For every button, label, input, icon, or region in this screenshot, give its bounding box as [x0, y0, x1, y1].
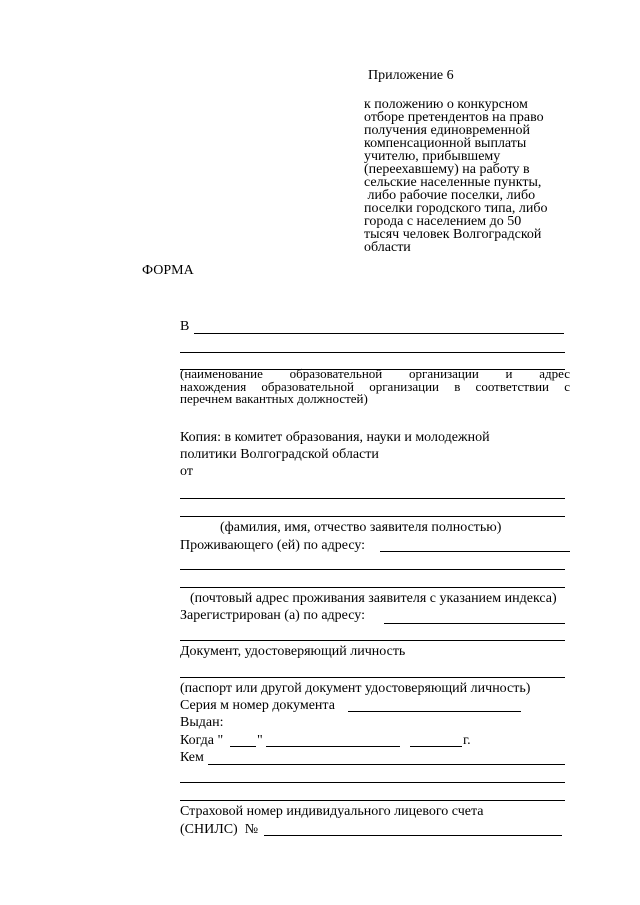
- appendix-line: либо рабочие поселки, либо: [364, 188, 536, 203]
- appendix-line: получения единовременной: [364, 123, 530, 138]
- by-whom-label: Кем: [180, 750, 204, 765]
- snils-line-2: (СНИЛС) №: [180, 822, 259, 837]
- copy-line-2: политики Волгоградской области: [180, 447, 379, 462]
- appendix-line: тысяч человек Волгоградской: [364, 227, 542, 242]
- issued-label: Выдан:: [180, 715, 224, 730]
- when-day-line[interactable]: [230, 746, 256, 747]
- appendix-line: к положению о конкурсном: [364, 97, 528, 112]
- postal-hint: (почтовый адрес проживания заявителя с указанием индекса): [190, 591, 557, 606]
- appendix-line: (переехавшему) на работу в: [364, 162, 530, 177]
- appendix-line: учителю, прибывшему: [364, 149, 501, 164]
- recipient-description-line: перечнем вакантных должностей): [180, 391, 368, 406]
- id-document-label: Документ, удостоверяющий личность: [180, 644, 406, 659]
- by-whom-line-2[interactable]: [180, 782, 565, 783]
- passport-hint: (паспорт или другой документ удостоверяющий личность): [180, 681, 531, 696]
- series-line[interactable]: [348, 711, 521, 712]
- snils-line-1: Страховой номер индивидуального лицевого счета: [180, 804, 484, 819]
- copy-line-1: Копия: в комитет образования, науки и молодежной: [180, 430, 490, 445]
- series-label: Серия м номер документа: [180, 698, 335, 713]
- form-label: ФОРМА: [142, 263, 194, 278]
- registered-line-2[interactable]: [180, 640, 565, 641]
- residence-line-1[interactable]: [380, 551, 570, 552]
- recipient-description: [180, 368, 570, 406]
- when-label: Когда ": [180, 733, 224, 748]
- residence-line-3[interactable]: [180, 587, 565, 588]
- snils-number-line[interactable]: [264, 835, 562, 836]
- appendix-line: города с населением до 50: [364, 214, 522, 229]
- by-whom-line-3[interactable]: [180, 800, 565, 801]
- registered-label: Зарегистрирован (а) по адресу:: [180, 608, 365, 623]
- appendix-title: Приложение 6: [368, 68, 454, 83]
- when-quote-close: ": [257, 733, 263, 748]
- applicant-line-1[interactable]: [180, 498, 565, 499]
- by-whom-line-1[interactable]: [208, 764, 565, 765]
- recipient-prefix: В: [180, 319, 190, 334]
- appendix-line: сельские населенные пункты,: [364, 175, 542, 190]
- recipient-line-1[interactable]: [194, 333, 564, 334]
- recipient-description-line: (наименование образовательной организации и адрес: [180, 366, 570, 381]
- appendix-text: [364, 98, 574, 254]
- applicant-line-2[interactable]: [180, 516, 565, 517]
- appendix-line: области: [364, 240, 411, 255]
- when-year-line[interactable]: [410, 746, 462, 747]
- residence-label: Проживающего (ей) по адресу:: [180, 538, 366, 553]
- from-label: от: [180, 464, 193, 479]
- appendix-line: поселки городского типа, либо: [364, 201, 548, 216]
- recipient-line-2[interactable]: [180, 352, 565, 353]
- id-document-line[interactable]: [180, 677, 565, 678]
- registered-line-1[interactable]: [384, 623, 565, 624]
- applicant-hint: (фамилия, имя, отчество заявителя полностью): [220, 520, 502, 535]
- recipient-description-line: нахождения образовательной организации в соответствии с: [180, 378, 570, 394]
- when-year-suffix: г.: [463, 733, 471, 748]
- when-month-line[interactable]: [266, 746, 400, 747]
- appendix-line: компенсационной выплаты: [364, 136, 527, 151]
- residence-line-2[interactable]: [180, 569, 565, 570]
- appendix-line: отборе претендентов на право: [364, 110, 544, 125]
